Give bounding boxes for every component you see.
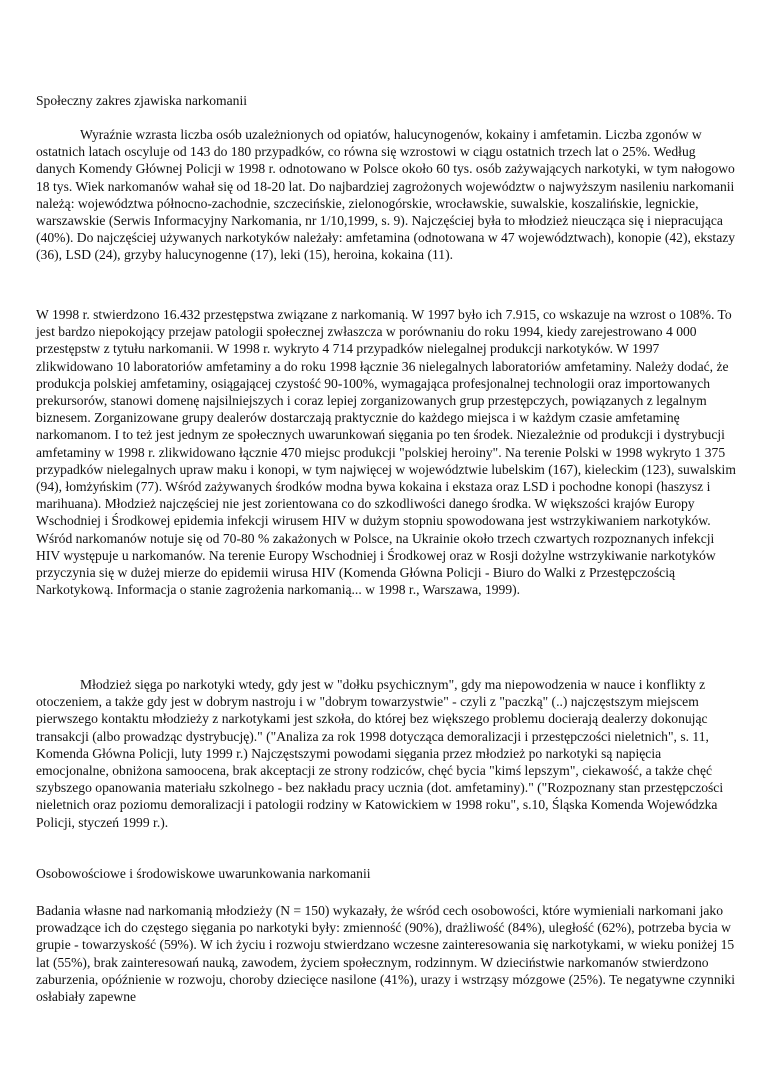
paragraph-own-research: Badania własne nad narkomanią młodzieży (N = 150) wykazały, że wśród cech osobowości, które wymieniali narkomani jako prowadzące ich do częstego sięgania po narkotyki były: zmienność (90%), drażliwość (84%), uległość (62%), potrzeba bycia w grupie - towarzyskość (59%). W ich życiu i rozwoju stwierdzano wczesne zainteresowania się narkotykami, w wieku poniżej 15 lat (55%), brak zainteresowań nauką, zawodem, życiem społecznym, rodzinnym. W dzieciństwie narkomanów stwierdzono zaburzenia, opóźnienie w rozwoju, choroby dziecięce nasilone (41%), urazy i wstrząsy mózgowe (25%). Te negatywne czynniki osłabiały zapewne [36, 903, 735, 1005]
paragraph-drug-crime: W 1998 r. stwierdzono 16.432 przestępstwa związane z narkomanią. W 1997 było ich 7.915, co wskazuje na wzrost o 108%. To jest bardzo niepokojący przejaw patologii społecznej zwłaszcza w porównaniu do roku 1994, kiedy zarejestrowano 4 000 przestępstw z tytułu narkomanii. W 1998 r. wykryto 4 714 przypadków nielegalnej produkcji narkotyków. W 1997 zlikwidowano 10 laboratoriów amfetaminy a do roku 1998 łącznie 36 nielegalnych laboratoriów amfetaminy. Należy dodać, że produkcja polskiej amfetaminy, osiągającej czystość 90-100%, wymagająca profesjonalnej technologii oraz importowanych prekursorów, stanowi domenę najsilniejszych i coraz lepiej zorganizowanych grup przestępczych, powiązanych z legalnym biznesem. Zorganizowane grupy dealerów dostarczają praktycznie do każdego miejsca i w każdym czasie amfetaminę narkomanom. I to też jest jednym ze społecznych uwarunkowań sięgania po ten środek. Niezależnie od produkcji i dystrybucji amfetaminy w 1998 r. zlikwidowano łącznie 470 miejsc produkcji "polskiej heroiny". Na terenie Polski w 1998 wykryto 1 375 przypadków nielegalnych upraw maku i konopi, w tym najwięcej w województwie lubelskim (167), kieleckim (123), suwalskim (94), łomżyńskim (77). Wśród zażywanych środków modna bywa kokaina i ekstaza oraz LSD i pochodne konopi (haszysz i marihuana). Młodzież najczęściej nie jest zorientowana co do szkodliwości danego środka. W większości krajów Europy Wschodniej i Środkowej epidemia infekcji wirusem HIV w dużym stopniu spowodowana jest wstrzykiwaniem narkotyków. Wśród narkomanów notuje się od 70-80 % zakażonych w Polsce, na Ukrainie około trzech czwartych rozpoznanych infekcji HIV występuje u narkomanów. Na terenie Europy Wschodniej i Środkowej oraz w Rosji dożylne wstrzykiwanie narkotyków przyczynia się w dużej mierze do epidemii wirusa HIV (Komenda Główna Policji - Biuro do Walki z Przestępczością Narkotykową. Informacja o stanie zagrożenia narkomanią... w 1998 r., Warszawa, 1999). [36, 307, 736, 598]
section-heading-social-scope: Społeczny zakres zjawiska narkomanii [36, 93, 248, 108]
paragraph-youth-reasons: Młodzież sięga po narkotyki wtedy, gdy jest w "dołku psychicznym", gdy ma niepowodzenia w nauce i konflikty z otoczeniem, a także gdy jest w dobrym nastroju i w "dobrym towarzystwie" - czyli z "paczką" (..) najczęstszym miejscem pierwszego kontaktu młodzieży z narkotykami jest szkoła, do której bez większego problemu docierają dealerzy dokonując transakcji (albo prowadząc dystrybucję)." ("Analiza za rok 1998 dotycząca demoralizacji i przestępczości nieletnich", s. 11, Komenda Główna Policji, luty 1999 r.) Najczęstszymi powodami sięgania przez młodzież po narkotyki są napięcia emocjonalne, obniżona samoocena, brak akceptacji ze strony rodziców, chęć bycia "kimś lepszym", ciekawość, a także chęć szybszego opanowania materiału szkolnego - bez nakładu pracy ucznia (dot. amfetaminy)." ("Rozpoznany stan przestępczości nieletnich oraz poziomu demoralizacji i patologii rodziny w Katowickiem w 1998 roku", s.10, Śląska Komenda Wojewódzka Policji, styczeń 1999 r.). [36, 677, 724, 830]
paragraph-addiction-statistics: Wyraźnie wzrasta liczba osób uzależnionych od opiatów, halucynogenów, kokainy i amfetamin. Liczba zgonów w ostatnich latach oscyluje od 143 do 180 przypadków, co równa się wzrostowi w ciągu ostatnich trzech lat o 25%. Według danych Komendy Głównej Policji w 1998 r. odnotowano w Polsce około 60 tys. osób zażywających narkotyki, w tym nałogowo 18 tys. Wiek narkomanów wahał się od 18-20 lat. Do najbardziej zagrożonych województw o najwyższym nasileniu narkomanii należą: województwa północno-zachodnie, szczecińskie, zielonogórskie, wrocławskie, suwalskie, koszalińskie, legnickie, warszawskie (Serwis Informacyjny Narkomania, nr 1/10,1999, s. 9). Najczęściej była to młodzież nieucząca się i niepracująca (40%). Do najczęściej używanych narkotyków należały: amfetamina (odnotowana w 47 województwach), konopie (42), ekstazy (36), LSD (24), grzyby halucynogenne (17), leki (15), heroina, kokaina (11). [36, 127, 736, 263]
section-heading-personality-factors: Osobowościowe i środowiskowe uwarunkowania narkomanii [36, 866, 371, 881]
